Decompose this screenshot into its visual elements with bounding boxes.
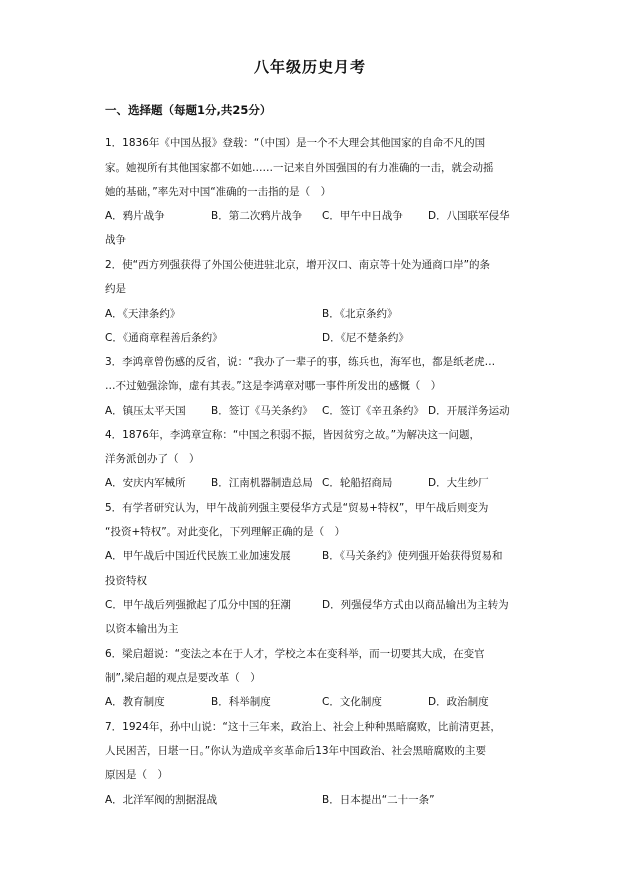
question-4-line-1: 4．1876年，李鸿章宣称：“中国之积弱不振，皆因贫穷之故。”为解决这一问题， — [105, 429, 481, 441]
question-2-option-c: C．《通商章程善后条约》 — [105, 332, 223, 344]
question-6-option-c: C．文化制度 — [322, 696, 382, 708]
question-1-option-d-cont: 战争 — [105, 234, 126, 246]
question-1-line-1: 1．1836年《中国丛报》登载：“（中国）是一个不大理会其他国家的自命不凡的国 — [105, 137, 486, 149]
question-1-option-d: D．八国联军侵华 — [428, 210, 510, 222]
question-2-line-1: 2．使“西方列强获得了外国公使进驻北京，增开汉口、南京等十处为通商口岸”的条 — [105, 259, 491, 271]
question-5-option-d: D．列强侵华方式由以商品输出为主转为 — [322, 599, 509, 611]
question-4-option-d: D．大生纱厂 — [428, 477, 489, 489]
question-3-option-a: A．镇压太平天国 — [105, 405, 186, 417]
question-3-option-d: D．开展洋务运动 — [428, 405, 510, 417]
page-title: 八年级历史月考 — [253, 58, 366, 76]
question-7-line-3: 原因是（ ） — [105, 769, 168, 781]
question-6-option-b: B．科举制度 — [211, 696, 271, 708]
question-5-option-d-cont: 以资本输出为主 — [105, 623, 179, 635]
question-1-option-a: A．鸦片战争 — [105, 210, 165, 222]
question-6-line-2: 制”,梁启超的观点是要改革（ ） — [105, 672, 261, 684]
question-5-option-b-cont: 投资特权 — [105, 575, 147, 587]
question-3-option-c: C．签订《辛丑条约》 — [322, 405, 424, 417]
question-1-line-3: 她的基础，”率先对中国“准确的一击指的是（ ） — [105, 186, 332, 198]
question-5-line-2: “投资+特权”。对此变化，下列理解正确的是（ ） — [105, 526, 346, 538]
question-4-option-c: C．轮船招商局 — [322, 477, 393, 489]
question-5-option-b: B．《马关条约》使列强开始获得贸易和 — [322, 550, 503, 562]
question-7-line-1: 7．1924年，孙中山说：“这十三年来，政治上、社会上种种黑暗腐败，比前清更甚， — [105, 721, 501, 733]
question-7-option-b: B．日本提出“二十一条” — [322, 794, 435, 806]
question-6-option-a: A．教育制度 — [105, 696, 165, 708]
question-5-option-c: C．甲午战后列强掀起了瓜分中国的狂潮 — [105, 599, 291, 611]
question-1-option-b: B．第二次鸦片战争 — [211, 210, 303, 222]
question-3-line-1: 3．李鸿章曾伤感的反省，说：“我办了一辈子的事，练兵也，海军也，都是纸老虎… — [105, 356, 496, 368]
question-4-option-a: A．安庆内军械所 — [105, 477, 186, 489]
question-2-option-a: A．《天津条约》 — [105, 308, 181, 320]
question-1-option-c: C．甲午中日战争 — [322, 210, 403, 222]
question-2-option-d: D．《尼不楚条约》 — [322, 332, 409, 344]
question-2-option-b: B．《北京条约》 — [322, 308, 398, 320]
question-4-line-2: 洋务派创办了（ ） — [105, 453, 200, 465]
question-3-option-b: B．签订《马关条约》 — [211, 405, 313, 417]
question-4-option-b: B．江南机器制造总局 — [211, 477, 313, 489]
question-5-option-a: A．甲午战后中国近代民族工业加速发展 — [105, 550, 291, 562]
question-3-line-2: …不过勉强涂饰，虚有其表。”这是李鸿章对哪一事件所发出的感慨（ ） — [105, 380, 442, 392]
question-2-line-2: 约是 — [105, 283, 126, 295]
question-7-option-a: A．北洋军阀的割据混战 — [105, 794, 218, 806]
question-5-line-1: 5．有学者研究认为，甲午战前列强主要侵华方式是“贸易+特权”，甲午战后则变为 — [105, 502, 489, 514]
question-7-line-2: 人民困苦，日堪一日。”你认为造成辛亥革命后13年中国政治、社会黑暗腐败的主要 — [105, 745, 487, 757]
question-1-line-2: 家。她视所有其他国家都不如她……一记来自外国强国的有力准确的一击，就会动摇 — [105, 162, 494, 174]
question-6-option-d: D．政治制度 — [428, 696, 489, 708]
section-heading: 一、选择题（每题1分,共25分） — [105, 103, 272, 117]
question-6-line-1: 6．梁启超说：“变法之本在于人才，学校之本在变科举，而一切要其大成，在变官 — [105, 648, 485, 660]
